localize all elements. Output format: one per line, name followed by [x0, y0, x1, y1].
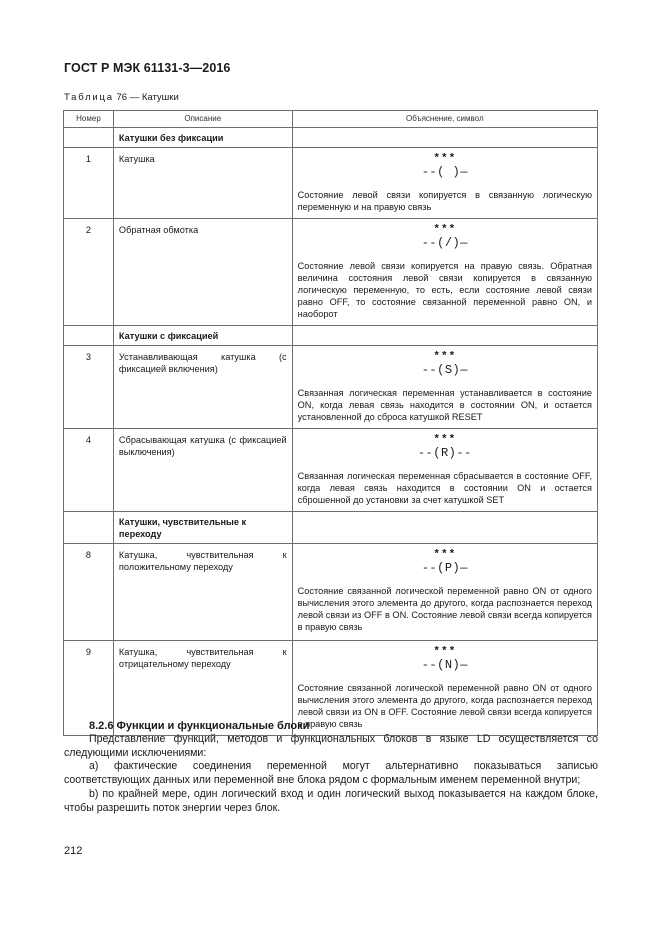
variable-placeholder: *** [433, 351, 457, 363]
row-number: 1 [64, 148, 114, 219]
column-header-explanation: Объяснение, символ [292, 111, 597, 128]
paragraph-text: b) по крайней мере, один логический вход и один логический выход показывается на каждом блоке, чтобы разрешить поток энергии через блок. [64, 788, 598, 814]
row-explanation [292, 641, 597, 736]
table-header-row [64, 111, 598, 128]
row-number: 3 [64, 346, 114, 429]
section-row [64, 512, 598, 544]
section-heading: 8.2.6 Функции и функциональные блоки [89, 720, 310, 732]
section-row [64, 128, 598, 148]
document-code-header: ГОСТ Р МЭК 61131-3—2016 [64, 61, 231, 75]
variable-placeholder: *** [433, 646, 457, 658]
coil-symbol: --(/)— [421, 236, 468, 250]
paragraph-text: Представление функций, методов и функциональных блоков в языке LD осуществляется со следующими исключениями: [64, 733, 598, 759]
table-row [64, 219, 598, 326]
section-title: Катушки с фиксацией [113, 326, 292, 346]
explanation-text: Связанная логическая переменная устанавливается в состояние ON, когда левая связь находится в состоянии ON, и остается установленной до сброса катушкой RESET [297, 388, 592, 422]
table-row [64, 346, 598, 429]
row-number: 2 [64, 219, 114, 326]
table-caption-title: 76 — Катушки [113, 92, 179, 103]
paragraph [64, 788, 598, 815]
coil-symbol: --(R)-- [417, 446, 472, 460]
row-explanation [292, 148, 597, 219]
explanation-text: Связанная логическая переменная сбрасывается в состояние OFF, когда левая связь находится в состоянии ON и остается сброшенной до установки за счет катушкой SET [297, 471, 592, 505]
table-caption-prefix: Таблица [64, 92, 114, 103]
row-number: 9 [64, 641, 114, 736]
paragraph [64, 733, 598, 760]
variable-placeholder: *** [433, 549, 457, 561]
row-description: Катушка, чувствительная к отрицательному переходу [113, 641, 292, 736]
coil-symbol: --(P)— [421, 561, 468, 575]
row-explanation [292, 544, 597, 641]
coils-table [63, 110, 598, 736]
section-title: Катушки без фиксации [113, 128, 292, 148]
row-description: Катушка, чувствительная к положительному переходу [113, 544, 292, 641]
coil-symbol: --(N)— [421, 658, 468, 672]
table-row [64, 148, 598, 219]
explanation-text: Состояние связанной логической переменной равно ON от одного вычисления этого элемента до другого, когда распознается переход левой связи из OFF в ON. Состояние левой связи всегда копируется в правую связь [297, 586, 592, 632]
row-explanation [292, 346, 597, 429]
variable-placeholder: *** [433, 434, 457, 446]
row-number: 4 [64, 429, 114, 512]
row-description: Катушка [113, 148, 292, 219]
variable-placeholder: *** [433, 224, 457, 236]
table-row [64, 544, 598, 641]
explanation-text: Состояние левой связи копируется в связанную логическую переменную и на правую связь [297, 190, 592, 212]
row-description: Устанавливающая катушка (с фиксацией включения) [113, 346, 292, 429]
section-title: Катушки, чувствительные к переходу [113, 512, 292, 544]
paragraph [64, 760, 598, 787]
table-row [64, 429, 598, 512]
row-description: Сбрасывающая катушка (с фиксацией выключения) [113, 429, 292, 512]
coil-symbol: --( )— [421, 165, 468, 179]
section-row [64, 326, 598, 346]
row-number: 8 [64, 544, 114, 641]
explanation-text: Состояние связанной логической переменной равно ON от одного вычисления этого элемента до другого, когда распознается переход левой связи из ON в OFF. Состояние левой связи всегда копируется в правую связь [297, 683, 592, 729]
row-description: Обратная обмотка [113, 219, 292, 326]
explanation-text: Состояние левой связи копируется на правую связь. Обратная величина состояния левой связи копируется в связанную логическую переменную, то есть, если состояние левой связи равно OFF, то состояние связанной переменной равно ON, и наоборот [297, 261, 592, 319]
page-number: 212 [64, 845, 83, 857]
variable-placeholder: *** [433, 153, 457, 165]
column-header-number: Номер [64, 111, 114, 128]
coil-symbol: --(S)— [421, 363, 468, 377]
column-header-description: Описание [113, 111, 292, 128]
row-explanation [292, 219, 597, 326]
table-caption [64, 92, 179, 103]
row-explanation [292, 429, 597, 512]
paragraph-text: a) фактические соединения переменной могут альтернативно показываться записью соответствующих данных или переменной вне блока рядом с формальным именем переменной внутри; [64, 760, 598, 786]
